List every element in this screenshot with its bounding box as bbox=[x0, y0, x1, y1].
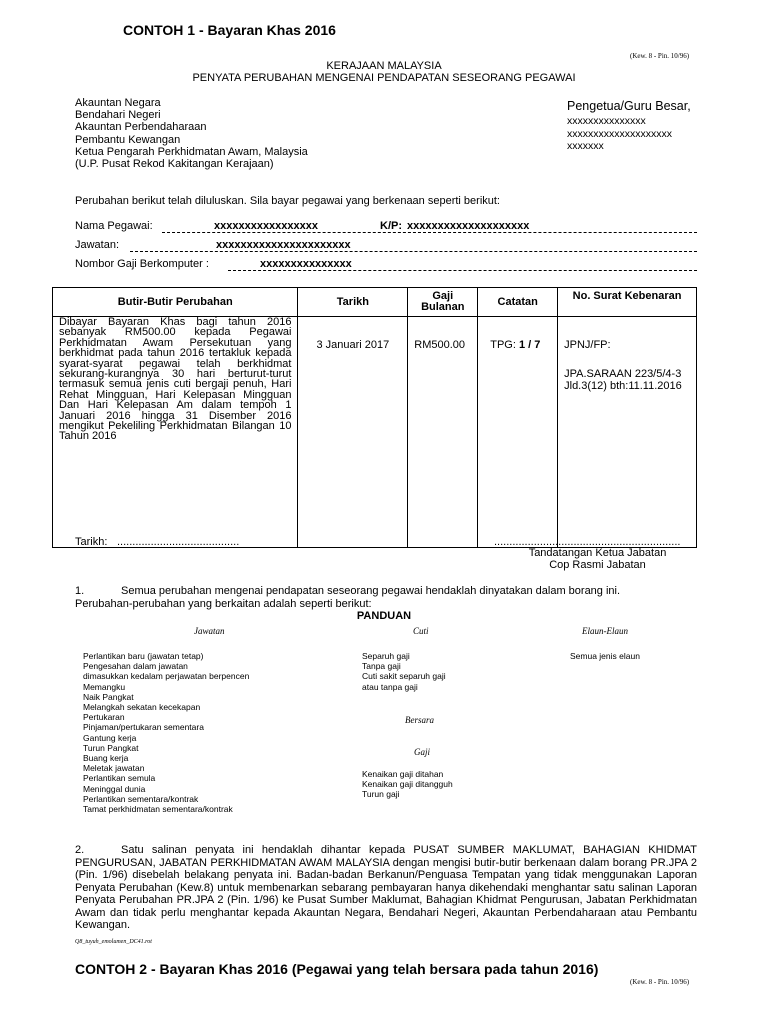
form-reference: (Kew. 8 - Pin. 10/96) bbox=[630, 52, 690, 60]
change-details: Dibayar Bayaran Khas bagi tahun 2016 sebanyak RM500.00 kepada Pegawai Perkhidmatan Awam Persekutuan yang berkhidmat pada tahun 2016 tertakluk kepada syarat-syarat pegawai telah berkhidmat sekurang-kurangnya 30 hari berturut-turut termasuk semua jenis cuti bergaji penuh, Hari Rehat Mingguan, Hari Kelepasan Mingguan Dan Hari Kelepasan Am dalam tempoh 1 Januari 2016 hingga 31 Disember 2016 mengikut Pekeliling Perkhidmatan Bilangan 10 Tahun 2016 bbox=[53, 317, 298, 548]
name-label: Nama Pegawai: bbox=[75, 220, 153, 232]
recipient: (U.P. Pusat Rekod Kakitangan Kerajaan) bbox=[75, 158, 274, 171]
sign-date-label: Tarikh: bbox=[75, 536, 108, 548]
recipient: Akauntan Negara bbox=[75, 97, 161, 109]
example1-title: CONTOH 1 - Bayaran Khas 2016 bbox=[123, 22, 336, 38]
list-item: Pinjaman/pertukaran sementara bbox=[83, 722, 204, 733]
guide-retire-head: Bersara bbox=[405, 715, 434, 725]
signature-dots[interactable]: ............................................................. bbox=[494, 536, 681, 548]
position-value[interactable]: xxxxxxxxxxxxxxxxxxxxxx bbox=[216, 239, 351, 251]
list-item: atau tanpa gaji bbox=[362, 681, 418, 692]
list-item: Semua jenis elaun bbox=[570, 651, 640, 661]
recipient: Pembantu Kewangan bbox=[75, 133, 181, 146]
table-header-row bbox=[53, 288, 697, 317]
column-header: Catatan bbox=[478, 288, 558, 317]
head-line: xxxxxxx bbox=[567, 140, 604, 152]
guide-col1-head: Jawatan bbox=[194, 626, 225, 636]
list-item: Tanpa gaji bbox=[362, 661, 401, 672]
list-item: Melangkah sekatan kecekapan bbox=[83, 702, 201, 713]
form-subtitle: PENYATA PERUBAHAN MENGENAI PENDAPATAN SESEORANG PEGAWAI bbox=[192, 72, 576, 84]
signature-caption: Tandatangan Ketua Jabatan bbox=[528, 547, 667, 559]
sign-date-dots[interactable]: ........................................ bbox=[117, 536, 240, 548]
column-header: Tarikh bbox=[298, 288, 408, 317]
guide-col3-head: Elaun-Elaun bbox=[582, 626, 628, 636]
guide-leave-list bbox=[362, 651, 446, 692]
form-reference-2: (Kew. 8 - Pin. 10/96) bbox=[630, 978, 690, 986]
salary-number-value[interactable]: xxxxxxxxxxxxxxx bbox=[260, 258, 352, 270]
salary-number-line bbox=[228, 270, 697, 271]
head-line: xxxxxxxxxxxxxxx bbox=[567, 115, 646, 127]
list-item: Naik Pangkat bbox=[83, 691, 134, 702]
list-item: Pengesahan dalam jawatan bbox=[83, 661, 188, 672]
head-title: Pengetua/Guru Besar, bbox=[567, 99, 691, 113]
list-item: Kenaikan gaji ditahan bbox=[362, 769, 444, 779]
list-item: Cuti sakit separuh gaji bbox=[362, 671, 446, 682]
guide-salary-head: Gaji bbox=[414, 747, 431, 757]
list-item: Turun gaji bbox=[362, 789, 400, 800]
stamp-caption: Cop Rasmi Jabatan bbox=[549, 559, 646, 571]
guide-position-list bbox=[83, 651, 249, 814]
list-item: Perlantikan semula bbox=[83, 773, 156, 784]
name-value[interactable]: xxxxxxxxxxxxxxxxx bbox=[214, 220, 319, 232]
recipient: Bendahari Negeri bbox=[75, 109, 161, 122]
para2-number: 2. bbox=[75, 844, 85, 856]
list-item: Buang kerja bbox=[83, 753, 129, 764]
letter-line: JPA.SARAAN 223/5/4-3 Jld.3(12) bth:11.11.2016 bbox=[564, 368, 682, 392]
list-item: Memangku bbox=[83, 681, 126, 692]
government-name: KERAJAAN MALAYSIA bbox=[326, 60, 442, 72]
para1-text: Semua perubahan mengenai pendapatan seseorang pegawai hendaklah dinyatakan dalam borang ini. bbox=[121, 585, 621, 597]
approval-letter bbox=[558, 317, 697, 548]
file-reference: Q8_tuyuh_emolumen_DC41.rot bbox=[75, 939, 152, 945]
list-item: Kenaikan gaji ditangguh bbox=[362, 779, 453, 790]
guide-col2-head: Cuti bbox=[413, 626, 429, 636]
list-item: dimasukkan kedalam perjawatan berpencen bbox=[83, 671, 250, 682]
recipient: Ketua Pengarah Perkhidmatan Awam, Malaysia bbox=[75, 145, 308, 158]
kp-label: K/P: bbox=[380, 220, 402, 232]
change-date: 3 Januari 2017 bbox=[298, 317, 408, 548]
list-item: Gantung kerja bbox=[83, 732, 137, 743]
column-header: No. Surat Kebenaran bbox=[558, 288, 697, 317]
salary-number-label: Nombor Gaji Berkomputer : bbox=[75, 258, 209, 270]
list-item: Meninggal dunia bbox=[83, 783, 146, 794]
guide-salary-list bbox=[362, 769, 453, 800]
changes-table bbox=[52, 287, 697, 548]
name-line bbox=[162, 232, 697, 233]
letter-line: JPNJ/FP: bbox=[564, 339, 611, 351]
monthly-salary: RM500.00 bbox=[408, 317, 478, 548]
para1-number: 1. bbox=[75, 585, 85, 597]
kp-value[interactable]: xxxxxxxxxxxxxxxxxxxx bbox=[407, 220, 530, 232]
column-header: Butir-Butir Perubahan bbox=[53, 288, 298, 317]
position-line bbox=[130, 251, 697, 252]
guide-title: PANDUAN bbox=[356, 610, 412, 622]
list-item: Separuh gaji bbox=[362, 651, 410, 661]
remark bbox=[478, 317, 558, 548]
remark-prefix: TPG: bbox=[490, 339, 516, 351]
table-row bbox=[53, 317, 697, 548]
para1-text2: Perubahan-perubahan yang berkaitan adalah seperti berikut: bbox=[75, 598, 372, 610]
list-item: Perlantikan baru (jawatan tetap) bbox=[83, 651, 204, 661]
list-item: Meletak jawatan bbox=[83, 763, 145, 774]
example2-title: CONTOH 2 - Bayaran Khas 2016 (Pegawai yang telah bersara pada tahun 2016) bbox=[75, 961, 599, 977]
remark-value: 1 / 7 bbox=[518, 339, 541, 351]
list-item: Perlantikan sementara/kontrak bbox=[83, 793, 199, 804]
list-item: Pertukaran bbox=[83, 712, 125, 723]
head-line: xxxxxxxxxxxxxxxxxxxx bbox=[567, 127, 672, 140]
position-label: Jawatan: bbox=[75, 239, 120, 251]
list-item: Tamat perkhidmatan sementara/kontrak bbox=[83, 804, 233, 815]
recipients-list bbox=[75, 97, 308, 170]
guide-allowance-list bbox=[570, 651, 640, 661]
list-item: Turun Pangkat bbox=[83, 742, 139, 753]
intro-text: Perubahan berikut telah diluluskan. Sila bayar pegawai yang berkenaan seperti berikut: bbox=[75, 195, 500, 207]
recipient: Akauntan Perbendaharaan bbox=[75, 121, 207, 134]
column-header: Gaji Bulanan bbox=[408, 288, 478, 317]
para2-text: Satu salinan penyata ini hendaklah dihantar kepada PUSAT SUMBER MAKLUMAT, BAHAGIAN KHIDMAT PENGURUSAN, JABATAN PERKHIDMATAN AWAM MALAYSIA dengan mengisi butir-butir berkenaan dalam borang PR.JPA 2 (Pin. 1/96) disebelah belakang penyata ini. Badan-badan Berkanun/Penguasa Tempatan yang tidak menggunakan Laporan Penyata Perubahan (Kew.8) untuk membenarkan sebarang pembayaran hanya dikehendaki menghantar satu salinan Laporan Penyata Perubahan PR.JPA 2 (Pin. 1/96) ke Pusat Sumber Maklumat, Bahagian Khidmat Pengurusan, Jabatan Perkhidmatan Awam dan tidak perlu menghantar kepada Akauntan Negara, Bendahari Negeri, Akauntan Perbendaharaan atau Pembantu Kewangan. bbox=[75, 844, 697, 931]
head-address bbox=[567, 115, 672, 153]
